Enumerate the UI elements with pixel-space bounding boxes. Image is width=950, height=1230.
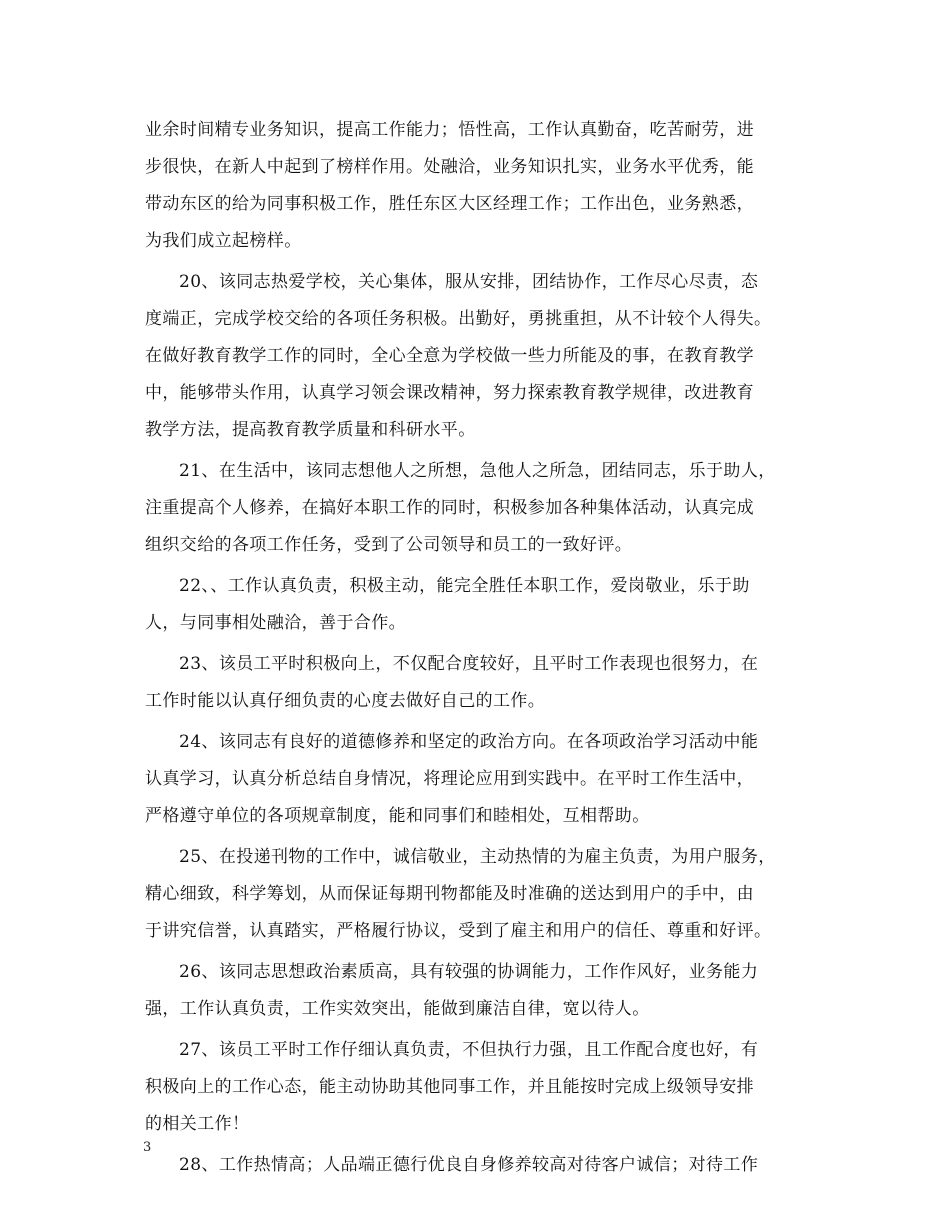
text-line: 业余时间精专业务知识，提高工作能力；悟性高，工作认真勤奋，吃苦耐劳，进 — [145, 120, 754, 140]
text-line: 27、该员工平时工作仔细认真负责，不但执行力强，且工作配合度也好，有 — [179, 1040, 759, 1060]
text-line: 22、、工作认真负责，积极主动，能完全胜任本职工作，爱岗敬业，乐于助 — [179, 576, 750, 596]
text-line: 26、该同志思想政治素质高，具有较强的协调能力，工作作风好，业务能力 — [179, 962, 759, 982]
text-line: 严格遵守单位的各项规章制度，能和同事们和睦相处，互相帮助。 — [145, 806, 650, 826]
text-line: 于讲究信誉，认真踏实，严格履行协议，受到了雇主和用户的信任、尊重和好评。 — [145, 921, 772, 941]
text-line: 步很快，在新人中起到了榜样作用。处融洽，业务知识扎实，业务水平优秀，能 — [145, 157, 754, 177]
text-line: 人，与同事相处融洽，善于合作。 — [145, 613, 406, 633]
text-line: 认真学习，认真分析总结自身情况，将理论应用到实践中。在平时工作生活中， — [145, 769, 754, 789]
text-line: 在做好教育教学工作的同时，全心全意为学校做一些力所能及的事，在教育教学 — [145, 346, 754, 366]
text-line: 21、在生活中，该同志想他人之所想，急他人之所急，团结同志，乐于助人， — [179, 461, 776, 481]
document-body — [145, 112, 830, 1184]
text-line: 度端正，完成学校交给的各项任务积极。出勤好，勇挑重担，从不计较个人得失。 — [145, 309, 772, 329]
text-line: 带动东区的给为同事积极工作，胜任东区大区经理工作；工作出色，业务熟悉， — [145, 194, 754, 214]
text-line: 28、工作热情高；人品端正德行优良自身修养较高对待客户诚信；对待工作 — [179, 1155, 759, 1175]
text-line: 组织交给的各项工作任务，受到了公司领导和员工的一致好评。 — [145, 535, 633, 555]
text-line: 精心细致，科学筹划，从而保证每期刊物都能及时准确的送达到用户的手中，由 — [145, 884, 754, 904]
text-line: 为我们成立起榜样。 — [145, 231, 302, 251]
text-line: 23、该员工平时积极向上，不仅配合度较好，且平时工作表现也很努力，在 — [179, 654, 759, 674]
text-line: 教学方法，提高教育教学质量和科研水平。 — [145, 420, 476, 440]
page-number: 3 — [143, 1140, 152, 1155]
text-line: 工作时能以认真仔细负责的心度去做好自己的工作。 — [145, 691, 546, 711]
text-line: 积极向上的工作心态，能主动协助其他同事工作，并且能按时完成上级领导安排 — [145, 1077, 754, 1097]
text-line: 20、该同志热爱学校，关心集体，服从安排，团结协作，工作尽心尽责，态 — [179, 272, 759, 292]
text-line: 25、在投递刊物的工作中，诚信敬业，主动热情的为雇主负责，为用户服务， — [179, 847, 776, 867]
text-line: 中，能够带头作用，认真学习领会课改精神，努力探索教育教学规律，改进教育 — [145, 383, 754, 403]
text-line: 24、该同志有良好的道德修养和坚定的政治方向。在各项政治学习活动中能 — [179, 732, 759, 752]
text-line: 强，工作认真负责，工作实效突出，能做到廉洁自律，宽以待人。 — [145, 999, 650, 1019]
text-line: 注重提高个人修养，在搞好本职工作的同时，积极参加各种集体活动，认真完成 — [145, 498, 754, 518]
text-line: 的相关工作！ — [145, 1114, 250, 1134]
